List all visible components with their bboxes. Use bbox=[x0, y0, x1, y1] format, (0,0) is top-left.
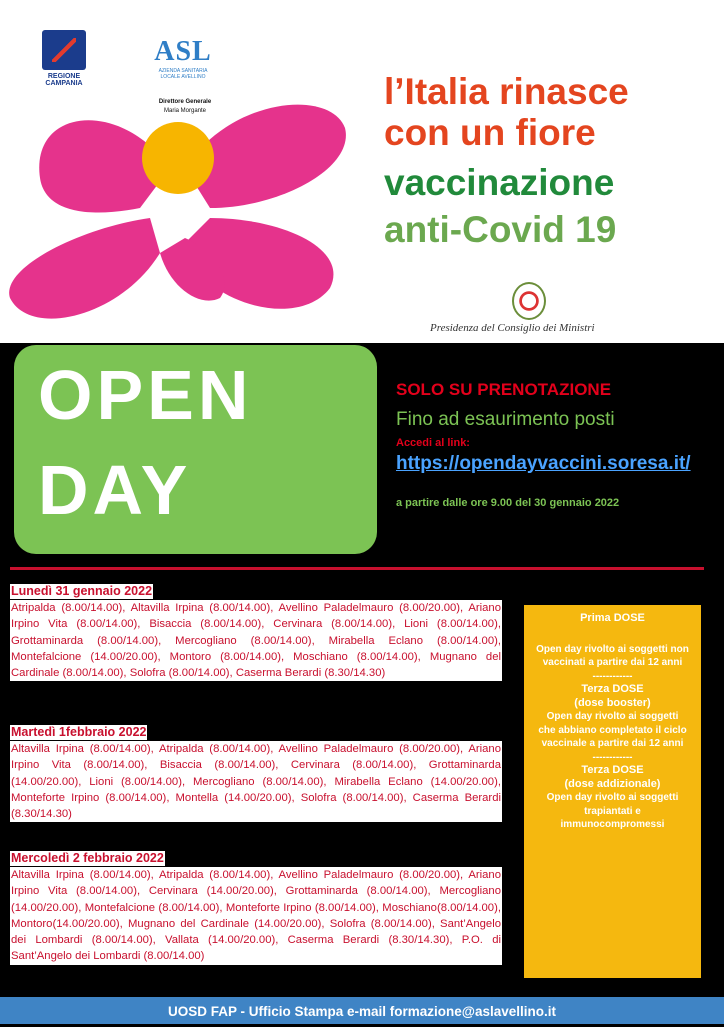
regione-label: REGIONE CAMPANIA bbox=[45, 73, 83, 87]
asl-logo bbox=[150, 36, 216, 80]
day-schedule: Altavilla Irpina (8.00/14.00), Atripalda (8.00/14.00), Avellino Paladelmauro (8.00/20.00), Ariano Irpino Vita (8.00/14.00), Cervinara (14.00/20.00), Grottaminarda (8.00/14.00), Mercogliano (14.00/20.00), Montefalcione (8.00/14.00), Monteforte Irpino (8.00/14.00), Moschiano(8.00/14.00), Montoro(14.00/20.00), Mugnano del Cardinale (14.00/20.00), Solofra (8.00/14.00), Sant’Angelo dei Lombardi (8.00/14.00), Vallata (14.00/20.00), Caserma Berardi (8.30/14.30), P.O. di Sant’Angelo dei Lombardi (8.00/14.00) bbox=[10, 867, 502, 965]
separator: ------------ bbox=[592, 751, 633, 763]
day-title: Mercoledì 2 febbraio 2022 bbox=[11, 851, 164, 865]
terza-dose-booster-title: Terza DOSE bbox=[581, 683, 644, 695]
headline-line2: con un fiore bbox=[384, 112, 596, 153]
separator: ------------ bbox=[592, 670, 633, 682]
day-schedule: Altavilla Irpina (8.00/14.00), Atripalda (8.00/14.00), Avellino Paladelmauro (8.00/20.00), Ariano Irpino Vita (8.00/14.00), Bisaccia (8.00/14.00), Cervinara (8.00/14.00), Grottaminarda (14.00/20.00), Lioni (8.00/14.00), Mercogliano (8.00/14.00), Mirabella Eclano (14.00/20.00), Monteforte Irpino (8.00/14.00), Montella (14.00/20.00), Solofra (8.00/14.00), Caserma Berardi (8.30/14.30) bbox=[10, 741, 502, 822]
terza-dose-addizionale-text: Open day rivolto ai soggetti trapiantati e immunocompromessi bbox=[546, 792, 679, 830]
headline-line1: l’Italia rinasce bbox=[384, 71, 629, 112]
flower-icon bbox=[0, 88, 360, 343]
day-block-tuesday bbox=[10, 723, 502, 822]
footer-bar: UOSD FAP - Ufficio Stampa e-mail formazione@aslavellino.it bbox=[0, 997, 724, 1024]
terza-dose-addizionale-sub: (dose addizionale) bbox=[564, 777, 661, 790]
dg-title: Direttore Generale bbox=[158, 99, 212, 105]
headline-line4: anti-Covid 19 bbox=[384, 209, 617, 250]
booking-link[interactable]: https://opendayvaccini.soresa.it/ bbox=[396, 453, 691, 474]
regione-shield-icon bbox=[42, 30, 86, 70]
partire-label: a partire dalle ore 9.00 del 30 gennaio 2022 bbox=[396, 497, 620, 509]
terza-dose-addizionale-title: Terza DOSE bbox=[581, 764, 644, 776]
fino-esaurimento: Fino ad esaurimento posti bbox=[396, 409, 615, 430]
asl-label: ASL bbox=[154, 36, 212, 67]
italian-emblem-icon bbox=[512, 282, 546, 320]
terza-dose-booster-text: Open day rivolto ai soggetti che abbiano completato il ciclo vaccinale a partire dai 12 anni bbox=[538, 711, 687, 749]
day-block-monday bbox=[10, 582, 502, 681]
day-schedule: Atripalda (8.00/14.00), Altavilla Irpina (8.00/14.00), Avellino Paladelmauro (8.00/20.00), Ariano Irpino Vita (8.00/14.00), Bisaccia (8.00/14.00), Cervinara (8.00/14.00), Lioni (8.00/14.00), Grottaminarda (8.00/14.00), Mercogliano (8.00/14.00), Mirabella Eclano (8.00/14.00), Montefalcione (14.00/20.00), Montoro (8.00/14.00), Moschiano (8.00/14.00), Mugnano del Cardinale (8.00/14.00), Solofra (8.00/14.00), Caserma Berardi (8.30/14.30) bbox=[10, 600, 502, 681]
solo-prenotazione: SOLO SU PRENOTAZIONE bbox=[396, 380, 612, 399]
presidenza-label: Presidenza del Consiglio dei Ministri bbox=[430, 322, 595, 334]
headline-line3: vaccinazione bbox=[384, 162, 615, 203]
asl-sub: AZIENDA SANITARIA LOCALE AVELLINO bbox=[158, 68, 208, 80]
header-banner bbox=[0, 0, 724, 343]
prima-dose-text: Open day rivolto ai soggetti non vaccinati a partire dai 12 anni bbox=[536, 643, 689, 668]
open-day-line2: DAY bbox=[38, 451, 192, 529]
prima-dose-title: Prima DOSE bbox=[580, 612, 645, 624]
day-title: Lunedì 31 gennaio 2022 bbox=[11, 584, 153, 598]
terza-dose-booster-sub: (dose booster) bbox=[574, 696, 651, 709]
regione-campania-logo bbox=[30, 30, 98, 94]
dg-name: Maria Morgante bbox=[163, 108, 207, 114]
accedi-label: Accedi al link: bbox=[396, 437, 470, 449]
open-day-line1: OPEN bbox=[38, 356, 253, 434]
day-block-wednesday bbox=[10, 849, 502, 965]
divider bbox=[10, 567, 704, 570]
day-title: Martedì 1febbraio 2022 bbox=[11, 725, 147, 739]
dose-info-panel bbox=[524, 605, 701, 978]
